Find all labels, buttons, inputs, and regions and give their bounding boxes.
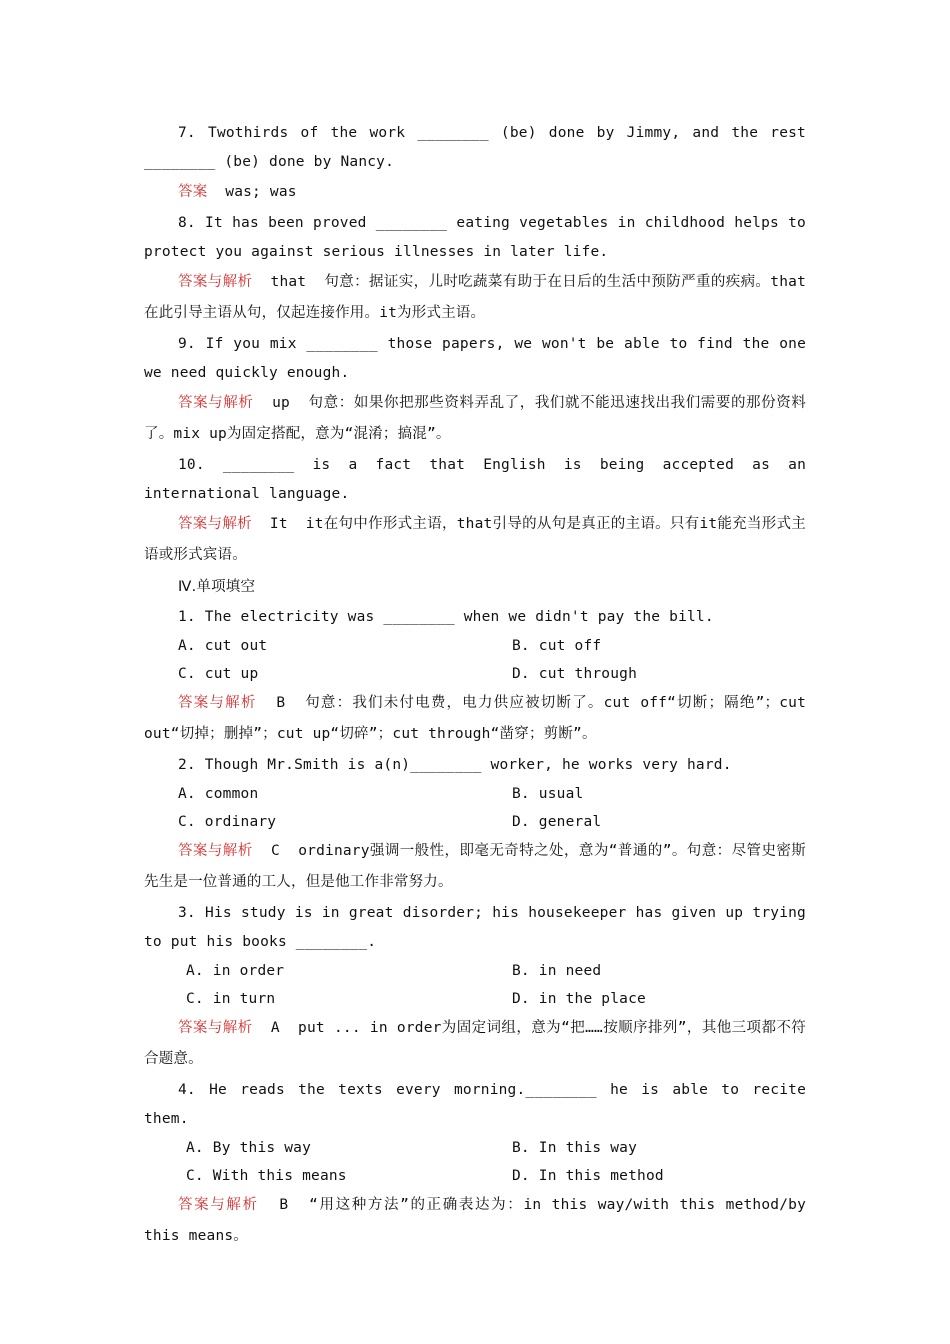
answer-block [144,388,806,450]
answer-block [144,836,806,898]
answer-label: 答案与解析 [178,1020,253,1036]
answer-label: 答案与解析 [178,843,253,859]
option-grid [144,1134,806,1190]
question-text: 4. He reads the texts every morning.________ he is able to recite them. [144,1082,806,1127]
answer-block [144,1190,815,1252]
option-item: D. cut through [512,666,638,682]
option-item: B. cut off [512,638,602,654]
question-text: 8. It has been proved ________ eating vegetables in childhood helps to protect you against serious illnesses in later life. [144,215,806,260]
answer-block [144,1013,806,1075]
question-text: 3. His study is in great disorder; his housekeeper has given up trying to put his books ________. [144,905,806,950]
answer-label: 答案 [178,184,208,200]
option-item: C. cut up [178,666,259,682]
answer-block [144,177,806,208]
question-text: 2. Though Mr.Smith is a(n)________ worker, he works very hard. [178,757,732,773]
answer-text: that 句意：据证实，儿时吃蔬菜有助于在日后的生活中预防严重的疾病。that在此引导主语从句，仅起连接作用。it为形式主语。 [144,274,807,321]
option-grid [144,780,806,836]
answer-text: It it在句中作形式主语，that引导的从句是真正的主语。只有it能充当形式主语或形式宾语。 [144,516,806,563]
answer-block [144,267,806,329]
question-text: 1. The electricity was ________ when we didn't pay the bill. [178,609,714,625]
option-item: D. in the place [512,991,646,1007]
option-item: B. usual [512,786,584,802]
answer-label: 答案与解析 [178,274,253,290]
answer-text: B “用这种方法”的正确表达为：in this way/with this method/by this means。 [144,1197,815,1244]
answer-block [144,509,806,571]
option-item: B. In this way [512,1140,638,1156]
option-item: A. in order [186,963,285,979]
answer-label: 答案与解析 [178,695,257,711]
option-item: A. common [178,786,259,802]
option-grid [144,957,806,1013]
answer-text: up 句意：如果你把那些资料弄乱了，我们就不能迅速找出我们需要的那份资料了。mix up为固定搭配，意为“混淆；搞混”。 [144,395,806,442]
answer-label: 答案与解析 [178,516,252,532]
option-item: C. With this means [186,1168,347,1184]
answer-block [144,688,815,750]
answer-text: A put ... in order为固定词组，意为“把……按顺序排列”，其他三项都不符合题意。 [144,1020,806,1067]
question-text: 9. If you mix ________ those papers, we won't be able to find the one we need quickly enough. [144,336,806,381]
option-item: D. general [512,814,602,830]
option-item: A. By this way [186,1140,312,1156]
answer-label: 答案与解析 [178,395,254,411]
option-item: D. In this method [512,1168,664,1184]
option-grid [144,632,806,688]
section-heading: Ⅳ.单项填空 [178,579,256,595]
question-text: 10. ________ is a fact that English is being accepted as an international language. [144,457,806,502]
answer-text: was; was [207,184,297,200]
option-item: A. cut out [178,638,268,654]
option-item: B. in need [512,963,602,979]
option-item: C. ordinary [178,814,277,830]
answer-label: 答案与解析 [178,1197,259,1213]
question-text: 7. Twothirds of the work ________ (be) done by Jimmy, and the rest ________ (be) done by Nancy. [144,125,806,170]
option-item: C. in turn [186,991,276,1007]
answer-text: B 句意：我们未付电费，电力供应被切断了。cut off“切断；隔绝”；cut out“切掉；删掉”；cut up“切碎”；cut through“凿穿；剪断”。 [144,695,815,742]
document-page [144,119,815,1253]
answer-text: C ordinary强调一般性，即毫无奇特之处，意为“普通的”。句意：尽管史密斯先生是一位普通的工人，但是他工作非常努力。 [144,843,807,890]
